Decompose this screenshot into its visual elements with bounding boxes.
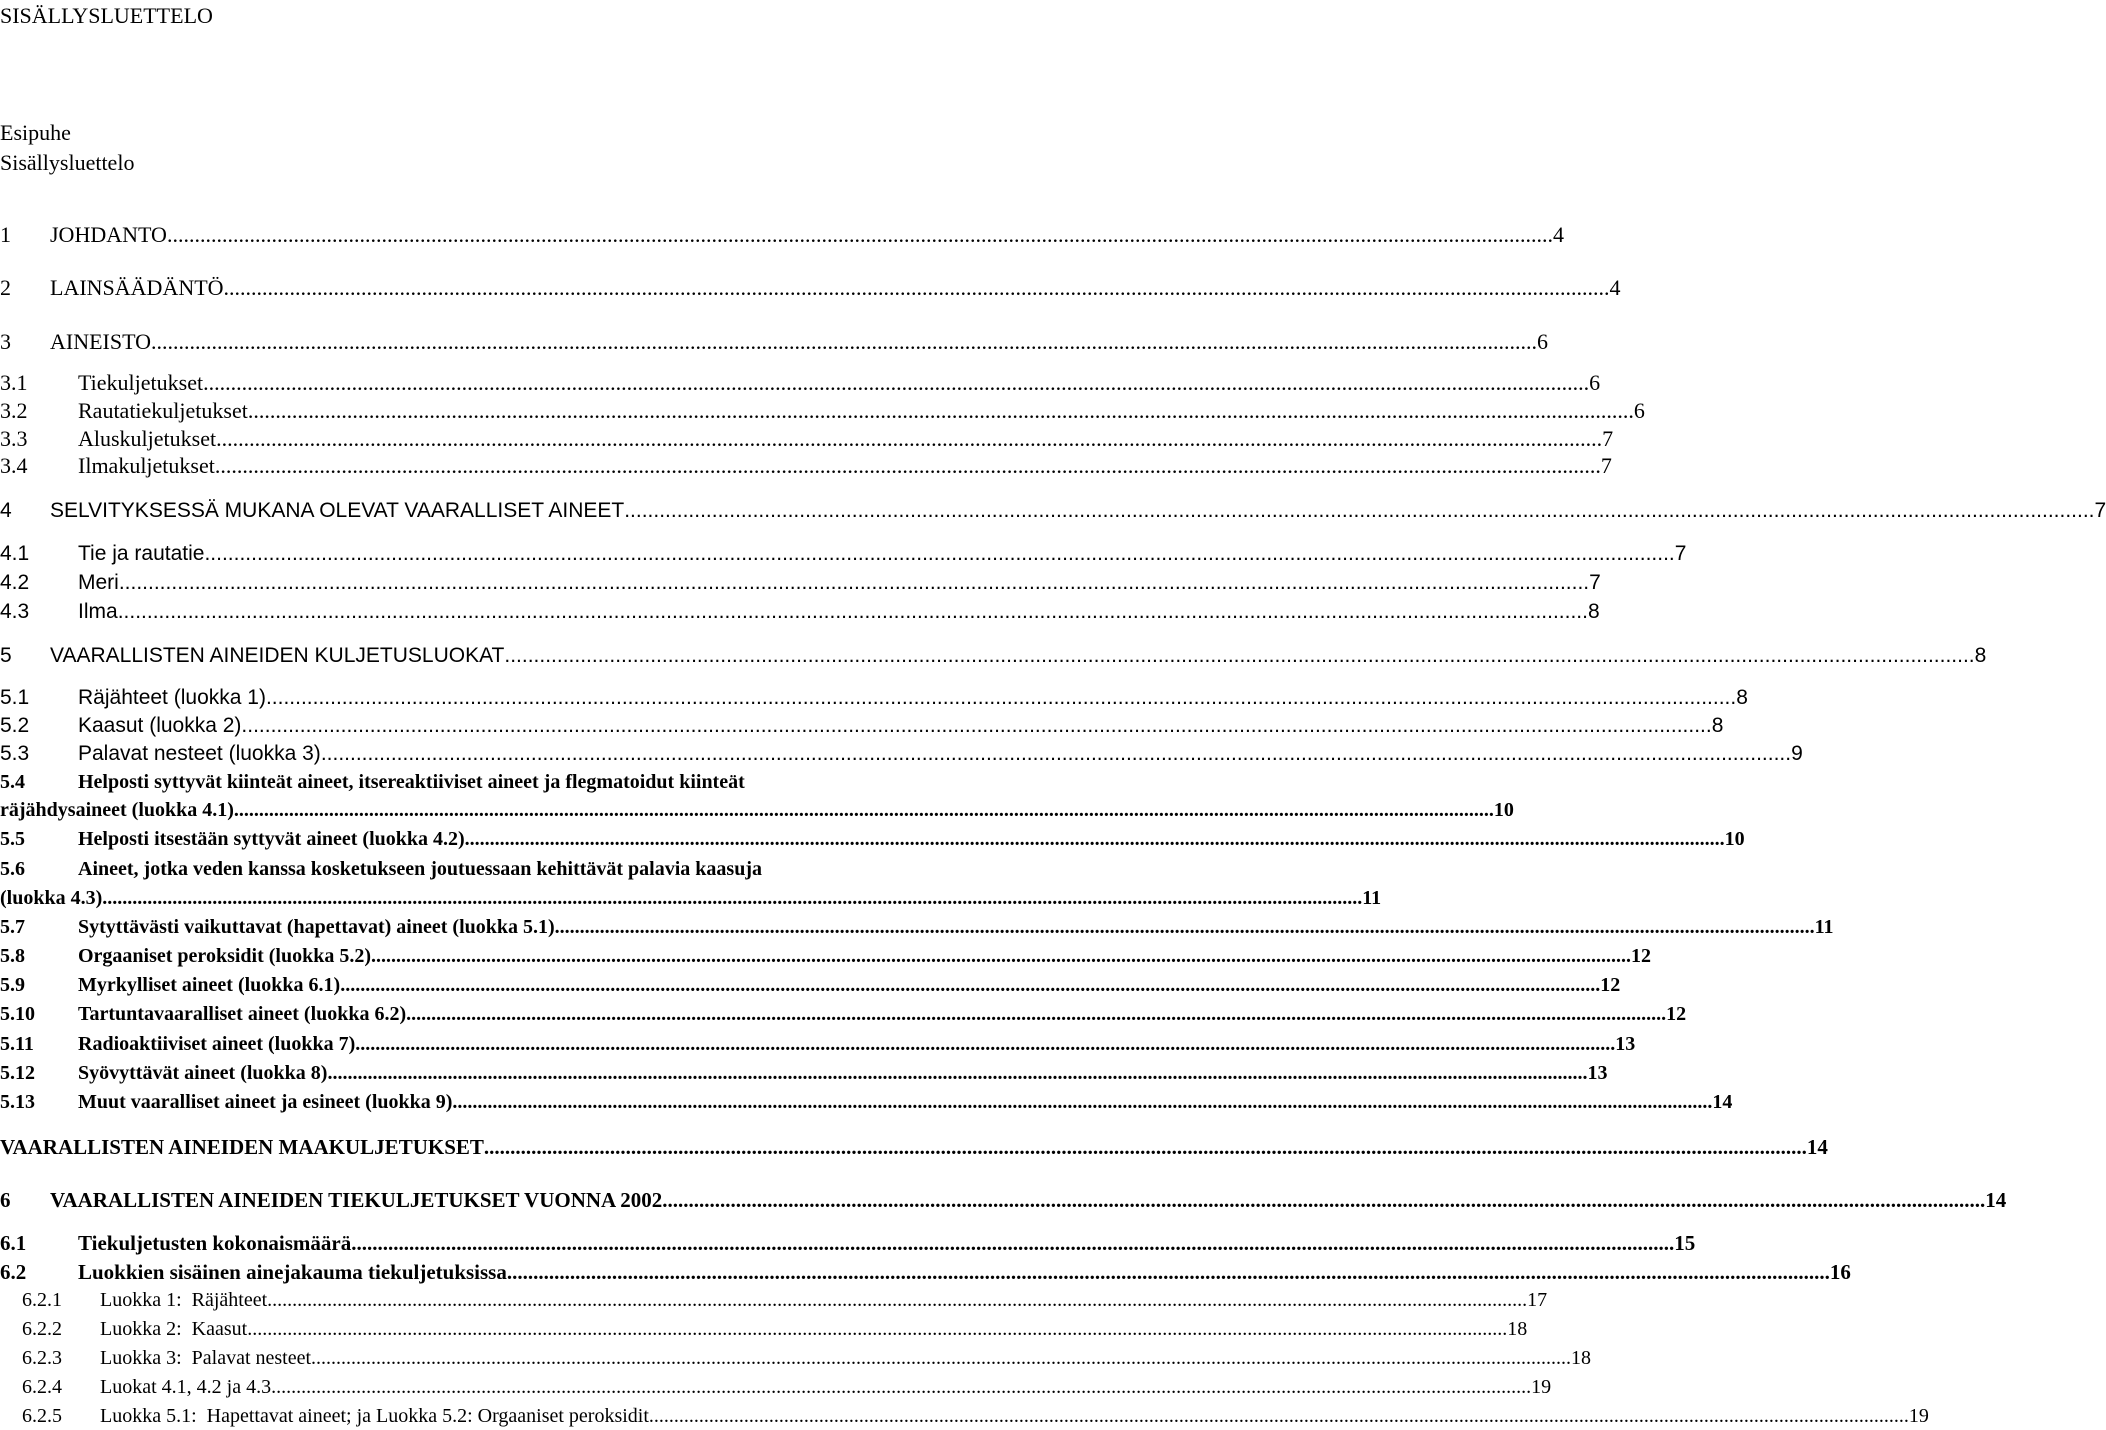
- toc-page-number: 7: [1600, 453, 1612, 478]
- toc-label: Ilmakuljetukset: [78, 453, 215, 478]
- toc-page-number: 6: [1537, 329, 1549, 354]
- toc-number: 3.3: [0, 426, 28, 451]
- toc-label: Meri: [78, 571, 119, 594]
- toc-number: 4: [0, 499, 12, 522]
- toc-label: Muut vaaralliset aineet ja esineet (luokka 9): [78, 1091, 453, 1113]
- toc-entry-3[interactable]: [0, 328, 1549, 356]
- toc-page-number: 14: [1712, 1091, 1733, 1113]
- toc-label: Syövyttävät aineet (luokka 8): [78, 1062, 328, 1084]
- toc-page-number: 13: [1587, 1062, 1608, 1084]
- toc-number: 5.5: [0, 828, 25, 850]
- leader-dots: [507, 1258, 1830, 1286]
- leader-dots: [271, 1373, 1531, 1401]
- leader-dots: [267, 1286, 1527, 1314]
- leader-dots: [266, 684, 1736, 712]
- toc-page-number: 10: [1493, 799, 1514, 821]
- leader-dots: [102, 884, 1362, 912]
- leader-dots: [371, 942, 1631, 970]
- toc-number: 3.2: [0, 398, 28, 423]
- toc-entry-5-6-cont[interactable]: [0, 884, 1382, 912]
- toc-entry-3-3[interactable]: [0, 425, 1614, 453]
- toc-page-number: 18: [1507, 1318, 1528, 1340]
- toc-page-number: 4: [1552, 222, 1564, 247]
- toc-number: 1: [0, 222, 11, 247]
- toc-page-number: 4: [1609, 275, 1621, 300]
- leader-dots: [151, 328, 1537, 356]
- leader-dots: [624, 497, 2094, 525]
- leader-dots: [216, 425, 1602, 453]
- toc-entry-6-2-3[interactable]: [0, 1344, 1592, 1372]
- toc-page-number: 8: [1736, 686, 1748, 709]
- toc-label: AINEISTO: [50, 329, 152, 354]
- toc-page-number: 9: [1791, 742, 1803, 765]
- toc-entry-5-5[interactable]: [0, 825, 1745, 853]
- leader-dots: [649, 1402, 1909, 1430]
- toc-label: Luokka 3: Palavat nesteet: [100, 1347, 312, 1369]
- toc-label: Sytyttävästi vaikuttavat (hapettavat) aineet (luokka 5.1): [78, 916, 555, 938]
- toc-entry-maakuljetukset[interactable]: [0, 1133, 1828, 1161]
- toc-label: Helposti itsestään syttyvät aineet (luokka 4.2): [78, 828, 465, 850]
- toc-label: Tiekuljetukset: [78, 370, 204, 395]
- toc-number: 6: [0, 1188, 11, 1212]
- toc-entry-6-2-1[interactable]: [0, 1286, 1548, 1314]
- toc-page-number: 19: [1908, 1405, 1929, 1427]
- toc-page-number: 19: [1531, 1376, 1552, 1398]
- toc-number: 5.7: [0, 916, 25, 938]
- toc-number: 3.4: [0, 453, 28, 478]
- toc-number: 2: [0, 275, 11, 300]
- toc-page-number: 12: [1600, 974, 1621, 996]
- toc-number: 3: [0, 329, 11, 354]
- leader-dots: [406, 1000, 1666, 1028]
- toc-page-number: 7: [2094, 499, 2106, 522]
- toc-label: VAARALLISTEN AINEIDEN KULJETUSLUOKAT: [50, 644, 505, 667]
- toc-page-number: 12: [1666, 1003, 1687, 1025]
- leader-dots: [118, 598, 1588, 626]
- toc-label: Helposti syttyvät kiinteät aineet, itsereaktiiviset aineet ja flegmatoidut kiinteät: [78, 771, 745, 793]
- toc-number: 6.2.3: [22, 1347, 62, 1369]
- toc-entry-5-2[interactable]: [0, 712, 1724, 740]
- toc-entry-3-1[interactable]: [0, 369, 1601, 397]
- toc-number: 4.3: [0, 600, 30, 623]
- toc-page-number: 18: [1571, 1347, 1592, 1369]
- leader-dots: [311, 1344, 1571, 1372]
- leader-dots: [234, 796, 1494, 824]
- toc-number: 5: [0, 644, 12, 667]
- toc-entry-4-3[interactable]: [0, 598, 1600, 626]
- leader-dots: [321, 740, 1791, 768]
- toc-entry-esipuhe[interactable]: Esipuhe: [0, 120, 71, 145]
- leader-dots: [504, 642, 1974, 670]
- toc-page-number: 7: [1602, 426, 1614, 451]
- toc-page-number: 7: [1674, 542, 1687, 565]
- toc-entry-5-7[interactable]: [0, 913, 1834, 941]
- toc-number: 6.2.4: [22, 1376, 62, 1398]
- toc-entry-4[interactable]: [0, 497, 2106, 525]
- toc-label: Tie ja rautatie: [78, 542, 205, 565]
- toc-label: Räjähteet (luokka 1): [78, 686, 266, 709]
- leader-dots: [340, 971, 1600, 999]
- toc-entry-6-1[interactable]: [0, 1229, 1696, 1257]
- leader-dots: [247, 1315, 1507, 1343]
- toc-number: 5.2: [0, 714, 30, 737]
- leader-dots: [327, 1059, 1587, 1087]
- toc-number: 5.10: [0, 1003, 35, 1025]
- toc-label: (luokka 4.3): [0, 887, 103, 909]
- toc-page-number: 12: [1631, 945, 1651, 967]
- toc-label: Rautatiekuljetukset: [78, 398, 248, 423]
- toc-page-number: 6: [1589, 370, 1601, 395]
- toc-entry-5-3[interactable]: [0, 740, 1803, 768]
- leader-dots: [215, 452, 1601, 480]
- toc-label: VAARALLISTEN AINEIDEN TIEKULJETUKSET VUONNA 2002: [50, 1188, 663, 1212]
- toc-entry-6-2-4[interactable]: [0, 1373, 1552, 1401]
- toc-label: Radioaktiiviset aineet (luokka 7): [78, 1033, 356, 1055]
- toc-label: LAINSÄÄDÄNTÖ: [50, 275, 224, 300]
- toc-entry-sisallysluettelo[interactable]: Sisällysluettelo: [0, 150, 135, 175]
- toc-page-number: 8: [1711, 714, 1724, 737]
- toc-number: 5.11: [0, 1033, 34, 1055]
- toc-number: 6.1: [0, 1231, 27, 1255]
- toc-number: 6.2: [0, 1260, 27, 1284]
- leader-dots: [351, 1229, 1674, 1257]
- toc-entry-5-8[interactable]: [0, 942, 1651, 970]
- toc-number: 5.12: [0, 1062, 35, 1084]
- toc-entry-4-2[interactable]: [0, 569, 1601, 597]
- toc-label: Palavat nesteet (luokka 3): [78, 742, 321, 765]
- toc-label: JOHDANTO: [50, 222, 167, 247]
- toc-number: 5.8: [0, 945, 25, 967]
- leader-dots: [484, 1133, 1807, 1161]
- page-title: SISÄLLYSLUETTELO: [0, 3, 213, 28]
- toc-label: Orgaaniset peroksidit (luokka 5.2): [78, 945, 371, 967]
- toc-entry-5-13[interactable]: [0, 1088, 1733, 1116]
- toc-label: Tartuntavaaralliset aineet (luokka 6.2): [78, 1003, 407, 1025]
- toc-label: SELVITYKSESSÄ MUKANA OLEVAT VAARALLISET AINEET: [50, 499, 625, 522]
- leader-dots: [224, 274, 1610, 302]
- toc-number: 4.1: [0, 542, 30, 565]
- toc-entry-6-2[interactable]: [0, 1258, 1851, 1286]
- toc-number: 6.2.2: [22, 1318, 62, 1340]
- toc-entry-6[interactable]: [0, 1186, 2007, 1214]
- leader-dots: [465, 825, 1725, 853]
- toc-number: 5.6: [0, 858, 25, 880]
- toc-label: Ilma: [78, 600, 118, 623]
- toc-page-number: 8: [1587, 600, 1600, 623]
- toc-label: Kaasut (luokka 2): [78, 714, 242, 737]
- toc-label: Luokka 1: Räjähteet: [100, 1289, 268, 1311]
- toc-page-number: 14: [1985, 1188, 2007, 1212]
- toc-label: Luokat 4.1, 4.2 ja 4.3: [100, 1376, 272, 1398]
- toc-entry-2[interactable]: [0, 274, 1621, 302]
- leader-dots: [204, 540, 1674, 568]
- toc-number: 6.2.1: [22, 1289, 62, 1311]
- toc-label: Myrkylliset aineet (luokka 6.1): [78, 974, 341, 996]
- leader-dots: [203, 369, 1589, 397]
- toc-entry-5[interactable]: [0, 642, 1987, 670]
- toc-page-number: 15: [1674, 1231, 1696, 1255]
- toc-entry-5-4[interactable]: [0, 768, 955, 796]
- toc-page-number: 14: [1806, 1135, 1828, 1159]
- toc-entry-3-2[interactable]: [0, 397, 1645, 425]
- leader-dots: [119, 569, 1589, 597]
- toc-entry-6-2-5[interactable]: [0, 1402, 1929, 1430]
- toc-page-number: 11: [1362, 887, 1382, 909]
- toc-label: Luokka 5.1: Hapettavat aineet; ja Luokka 5.2: Orgaaniset peroksidit: [100, 1405, 649, 1427]
- toc-page-number: 10: [1724, 828, 1745, 850]
- toc-entry-3-4[interactable]: [0, 452, 1612, 480]
- toc-entry-5-10[interactable]: [0, 1000, 1687, 1028]
- leader-dots: [167, 221, 1553, 249]
- leader-dots: [555, 913, 1815, 941]
- leader-dots: [452, 1088, 1712, 1116]
- toc-entry-1[interactable]: [0, 221, 1564, 249]
- leader-dots: [355, 1030, 1615, 1058]
- toc-entry-6-2-2[interactable]: [0, 1315, 1528, 1343]
- toc-number: 3.1: [0, 370, 28, 395]
- toc-number: 5.1: [0, 686, 30, 709]
- toc-number: 5.9: [0, 974, 25, 996]
- toc-entry-5-1[interactable]: [0, 684, 1748, 712]
- toc-page-number: 16: [1829, 1260, 1851, 1284]
- toc-page-number: 17: [1527, 1289, 1548, 1311]
- leader-dots: [662, 1186, 1985, 1214]
- leader-dots: [248, 397, 1634, 425]
- toc-number: 5.3: [0, 742, 30, 765]
- toc-entry-5-9[interactable]: [0, 971, 1621, 999]
- toc-page-number: 6: [1633, 398, 1645, 423]
- toc-entry-5-11[interactable]: [0, 1030, 1636, 1058]
- toc-label: Aluskuljetukset: [78, 426, 217, 451]
- toc-entry-5-6[interactable]: [0, 855, 955, 883]
- toc-label: Luokka 2: Kaasut: [100, 1318, 248, 1340]
- toc-label: Aineet, jotka veden kanssa kosketukseen joutuessaan kehittävät palavia kaasuja: [78, 858, 762, 880]
- toc-number: 6.2.5: [22, 1405, 62, 1427]
- toc-number: 5.13: [0, 1091, 35, 1113]
- toc-page-number: 8: [1974, 644, 1987, 667]
- toc-label: VAARALLISTEN AINEIDEN MAAKULJETUKSET: [0, 1135, 484, 1159]
- toc-entry-4-1[interactable]: [0, 540, 1687, 568]
- toc-page-number: 7: [1589, 571, 1601, 594]
- toc-number: 5.4: [0, 771, 25, 793]
- toc-label: räjähdysaineet (luokka 4.1): [0, 799, 234, 821]
- toc-page-number: 13: [1615, 1033, 1636, 1055]
- toc-entry-5-12[interactable]: [0, 1059, 1608, 1087]
- toc-label: Luokkien sisäinen ainejakauma tiekuljetuksissa: [78, 1260, 507, 1284]
- leader-dots: [241, 712, 1711, 740]
- toc-page-number: 11: [1814, 916, 1834, 938]
- toc-entry-5-4-cont[interactable]: [0, 796, 1514, 824]
- toc-number: 4.2: [0, 571, 30, 594]
- toc-label: Tiekuljetusten kokonaismäärä: [78, 1231, 352, 1255]
